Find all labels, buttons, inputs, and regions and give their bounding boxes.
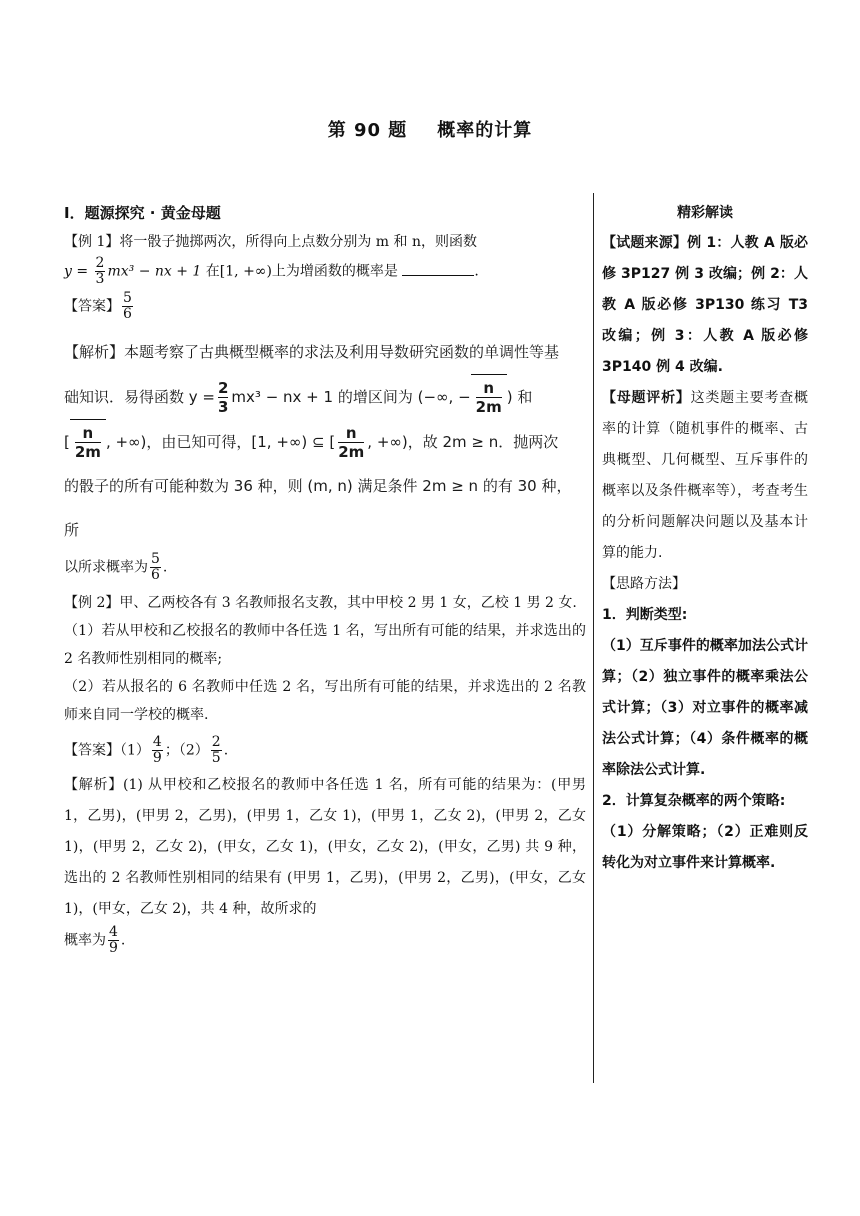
- answer-2-frac-2-den: 5: [211, 750, 221, 766]
- example-2: 【例 2】甲、乙两校各有 3 名教师报名支教，其中甲校 2 男 1 女，乙校 1 男 2 女.: [64, 595, 577, 611]
- answer-2: 【答案】（1） $\frac{4}{9}$ ；（2） $\frac{2}{5}$ .: [64, 734, 229, 766]
- answer-2-part-2: ；（2）: [164, 742, 209, 759]
- example-2-question-2: （2）若从报名的 6 名教师中任选 2 名，写出所有可能的结果，并求选出的 2 名教师来自同一学校的概率.: [64, 679, 586, 723]
- answer-1-den: 6: [123, 306, 132, 322]
- answer-2-tag: 【答案】: [64, 742, 120, 759]
- analysis-1-l2a: 础知识．易得函数 y =: [64, 388, 215, 406]
- answer-tag: 【答案】: [64, 298, 120, 315]
- analysis-1-result-den: 6: [151, 567, 160, 583]
- analysis-1-l2c: (−∞, −: [417, 388, 471, 406]
- sidebar-column: [602, 198, 808, 879]
- column-divider: [593, 193, 594, 1083]
- answer-2-frac-1-num: 4: [152, 734, 162, 750]
- fraction-num: 2: [95, 255, 105, 271]
- source-note: [602, 228, 808, 383]
- function-fraction: [95, 256, 106, 287]
- analysis-2-result-den: 9: [109, 940, 118, 956]
- title-number: 第 90 题: [327, 120, 408, 141]
- analysis-2-end: 概率为: [64, 932, 106, 949]
- function-rhs: mx³ − nx + 1: [107, 263, 202, 280]
- answer-2-frac-1-den: 9: [152, 750, 162, 766]
- sqrt-frac: [476, 379, 502, 416]
- analysis-1: [64, 330, 586, 552]
- analysis-2: 【解析】(1) 从甲校和乙校报名的教师中各任选 1 名，所有可能的结果为：(甲男 1，乙男)，(甲男 2，乙男)，(甲男 1，乙女 1)，(甲男 1，乙女 2)，(甲男 2，乙女 1)，(甲男 2，乙女 2)，(甲女，乙女 1)，(甲女，乙女 2)，(甲女，乙男) 共 9 种，选出的 2 名教师性别相同的结果有 (甲男 1，乙男)，(甲男 2，乙男)，(甲女，乙女 1)，(甲女，乙女 2)，共 4 种，故所求的: [64, 777, 586, 917]
- ratio-frac: [338, 424, 364, 461]
- answer-2-part-1: （1）: [120, 742, 150, 759]
- analysis-1-line-4: 的骰子的所有可能种数为 36 种，则 (m, n) 满足条件 2m ≥ n 的有 30 种，所: [64, 477, 572, 539]
- answer-2-frac-2-num: 2: [211, 734, 221, 750]
- method-1-text: （1）互斥事件的概率加法公式计算；（2）独立事件的概率乘法公式计算；（3）对立事件的概率减法公式计算；（4）条件概率的概率除法公式计算.: [602, 638, 808, 778]
- fraction-den: 3: [95, 271, 105, 287]
- analysis-1-l2b: mx³ − nx + 1 的增区间为: [231, 388, 413, 406]
- analysis-1-result: [150, 552, 161, 583]
- answer-2-frac-1: [152, 735, 163, 766]
- analysis-1-line-2: [64, 374, 586, 419]
- review-tag: 【母题评析】: [602, 390, 691, 406]
- sqrt-frac-2-den: 2m: [74, 443, 101, 461]
- analysis-1-frac: [218, 379, 228, 416]
- example-1-tag: 【例 1】: [64, 234, 120, 250]
- answer-2-frac-2: [211, 735, 222, 766]
- function-lhs: y =: [64, 263, 93, 280]
- answer-1: [64, 291, 586, 322]
- analysis-1-l2d: ) 和: [506, 388, 533, 406]
- analysis-1-l3b: , +∞)，由已知可得，[1, +∞) ⊆ [: [105, 433, 336, 451]
- sidebar-heading: 精彩解读: [677, 205, 733, 221]
- source-tag: 【试题来源】: [602, 235, 688, 251]
- analysis-2-conclusion: 概率为 $\frac{4}{9}$ .: [64, 924, 126, 956]
- sqrt-expression: [471, 374, 507, 419]
- source-text: 例 1：人教 A 版必修 3P127 例 3 改编；例 2：人教 A 版必修 3P130 练习 T3 改编；例 3：人教 A 版必修 3P140 例 4 改编.: [602, 235, 809, 375]
- analysis-1-frac-num: 2: [217, 379, 229, 397]
- analysis-1-line-1: 【解析】本题考察了古典概型概率的求法及利用导数研究函数的单调性等基: [64, 343, 560, 361]
- analysis-1-frac-den: 3: [217, 398, 229, 416]
- sqrt-expression-2: [70, 419, 106, 464]
- analysis-2-result: [108, 925, 119, 956]
- sqrt-frac-2-num: n: [75, 424, 101, 443]
- title-name: 概率的计算: [437, 120, 533, 141]
- example-2-question-1: （1）若从甲校和乙校报名的教师中各任选 1 名，写出所有可能的结果，并求选出的 2 名教师性别相同的概率;: [64, 623, 586, 667]
- page-title: [0, 116, 860, 142]
- method-tag: 【思路方法】: [602, 576, 686, 592]
- analysis-2-result-num: 4: [109, 924, 118, 940]
- analysis-1-conclusion: 以所求概率为 $\frac{5}{6}$ .: [64, 551, 168, 583]
- analysis-1-l3c: , +∞)，故 2m ≥ n．抛两次: [367, 433, 559, 451]
- sqrt-frac-2: [75, 424, 101, 461]
- method-2-title: 2．计算复杂概率的两个策略:: [602, 793, 786, 809]
- review-note: [602, 383, 808, 569]
- review-text: 这类题主要考查概率的计算（随机事件的概率、古典概型、几何概型、互斥事件的概率以及条件概率等），考查考生的分析问题解决问题以及基本计算的能力.: [602, 390, 809, 561]
- answer-1-fraction: [122, 291, 133, 322]
- answer-1-num: 5: [123, 290, 132, 306]
- section-heading: I．题源探究 · 黄金母题: [64, 204, 221, 222]
- ratio-frac-den: 2m: [338, 443, 365, 461]
- example-1-function: y = $\frac{2}{3}$ mx³ − nx + 1 在[1, +∞)上为增函数的概率是 .: [64, 255, 479, 287]
- main-column: [64, 198, 586, 956]
- analysis-1-l5: 以所求概率为: [64, 559, 148, 576]
- example-1-question: 上为增函数的概率是: [271, 263, 398, 280]
- sqrt-frac-den: 2m: [475, 398, 502, 416]
- analysis-1-l3a: [: [64, 433, 70, 451]
- answer-blank: [402, 261, 474, 276]
- analysis-1-result-num: 5: [151, 551, 160, 567]
- method-2-text: （1）分解策略；（2）正难则反转化为对立事件来计算概率.: [602, 824, 808, 871]
- sqrt-frac-num: n: [476, 379, 502, 398]
- analysis-1-line-3: [64, 419, 586, 464]
- method-1-title: 1．判断类型:: [602, 607, 688, 623]
- example-1-text: 将一骰子抛掷两次，所得向上点数分别为 m 和 n，则函数: [119, 234, 478, 250]
- interval: [1, +∞): [219, 263, 272, 280]
- example-1: [64, 228, 586, 256]
- ratio-frac-num: n: [338, 424, 364, 443]
